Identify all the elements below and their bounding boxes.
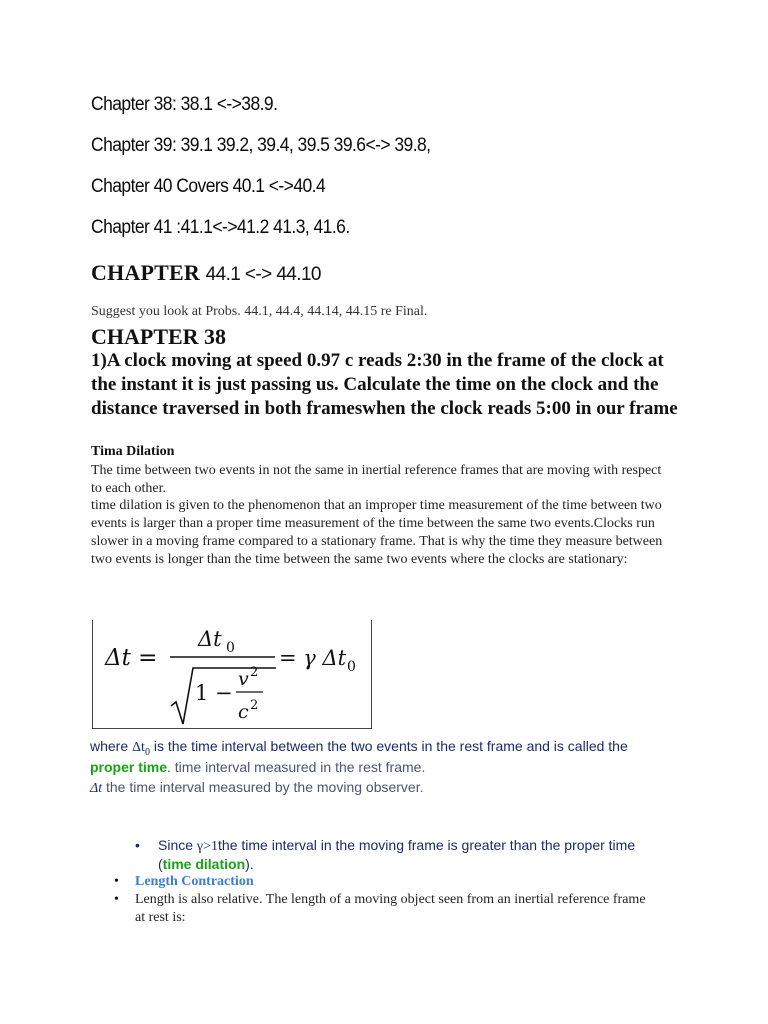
time-dilation-term-line bbox=[158, 856, 254, 872]
length-contraction-text: Length is also relative. The length of a moving object seen from an inertial reference frame at rest is: bbox=[135, 892, 646, 925]
proper-time-definition: . time interval measured in the rest frame. bbox=[167, 759, 426, 775]
formula-v: v bbox=[238, 668, 249, 690]
formula-graphic bbox=[93, 620, 371, 728]
formula-numerator-sub: 0 bbox=[226, 640, 235, 656]
suggest-note: Suggest you look at Probs. 44.1, 44.4, 44.14, 44.15 re Final. bbox=[91, 304, 428, 319]
proper-time-term: proper time bbox=[90, 759, 168, 775]
moving-delta-symbol: Δt bbox=[90, 781, 103, 796]
formula-rhs-sub: 0 bbox=[347, 659, 356, 675]
time-dilation-term: time dilation bbox=[162, 856, 246, 872]
formula-lhs: Δt = bbox=[105, 645, 158, 671]
chapter-44-heading bbox=[91, 260, 321, 286]
since-text: the time interval in the moving frame is greater than the proper time bbox=[218, 837, 636, 853]
moving-observer-line bbox=[90, 779, 424, 797]
paren-close: ). bbox=[245, 856, 254, 872]
chapter-38-heading: CHAPTER 38 bbox=[91, 324, 227, 349]
length-contraction-heading: Length Contraction bbox=[135, 874, 254, 889]
chapter-40-line: Chapter 40 Covers 40.1 <->40.4 bbox=[91, 176, 326, 197]
where-sym: Δt bbox=[132, 740, 145, 755]
bullet-dot-3: • bbox=[114, 892, 119, 907]
tima-dilation-heading: Tima Dilation bbox=[91, 444, 175, 459]
chapter-44-range: 44.1 <-> 44.10 bbox=[205, 264, 321, 285]
bullet-dot-2: • bbox=[114, 874, 119, 889]
chapter-39-line: Chapter 39: 39.1 39.2, 39.4, 39.5 39.6<-> 39.8, bbox=[91, 135, 431, 156]
where-delta-symbol bbox=[132, 740, 150, 758]
gamma-condition: γ>1 bbox=[196, 839, 219, 854]
chapter-44-label: CHAPTER bbox=[91, 260, 200, 285]
formula-root-one: 1 − bbox=[195, 681, 233, 705]
since-pre: Since bbox=[158, 837, 197, 853]
formula-c-sup: 2 bbox=[250, 698, 259, 713]
chapter-38-line: Chapter 38: 38.1 <->38.9. bbox=[91, 94, 278, 115]
where-sym-sub: 0 bbox=[144, 746, 150, 758]
formula-v-sup: 2 bbox=[250, 665, 259, 680]
problem-1-text: 1)A clock moving at speed 0.97 c reads 2:30 in the frame of the clock at the instant it is just passing us. Calculate the time on the clock and the distance traversed in both frameswhen the clock reads 5:00 in our frame bbox=[91, 350, 678, 419]
paragraph-inertial-frames: The time between two events in not the same in inertial reference frames that are moving with respect to each other. bbox=[91, 463, 662, 496]
where-line bbox=[90, 738, 628, 758]
formula-numerator: Δt bbox=[198, 627, 222, 651]
formula-c: c bbox=[238, 701, 249, 723]
formula-rhs: = γ Δt bbox=[279, 646, 347, 670]
where-pre: where bbox=[90, 738, 133, 754]
paragraph-time-dilation: time dilation is given to the phenomenon that an improper time measurement of the time between two events is larger than a proper time measurement of the time between the same two events.Clocks run slower in a moving frame compared to a stationary frame. That is why the time they measure between two events is longer than the time between the same two events where the clocks are stationary: bbox=[91, 498, 663, 567]
moving-observer-text: the time interval measured by the moving observer. bbox=[102, 779, 424, 795]
chapter-41-line: Chapter 41 :41.1<->41.2 41.3, 41.6. bbox=[91, 217, 350, 238]
where-mid: is the time interval between the two events in the rest frame and is called the bbox=[149, 738, 628, 754]
bullet-dot-1: • bbox=[135, 837, 140, 853]
proper-time-line bbox=[90, 759, 425, 775]
time-dilation-formula bbox=[92, 620, 372, 729]
since-gamma-line bbox=[158, 837, 635, 855]
paren-open: ( bbox=[158, 856, 163, 872]
